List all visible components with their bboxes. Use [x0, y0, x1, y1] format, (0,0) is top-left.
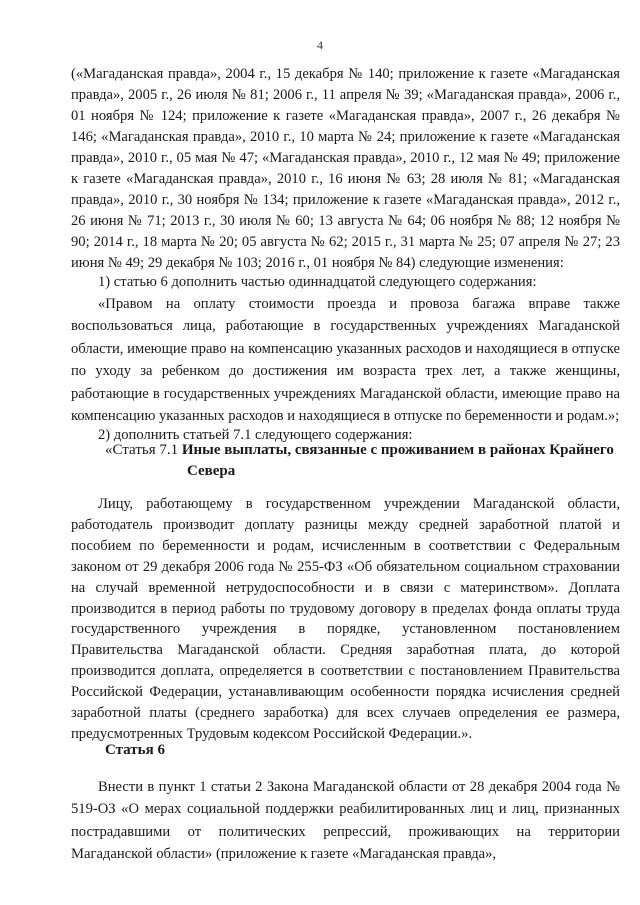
intro-text: («Магаданская правда», 2004 г., 15 декабря № 140; приложение к газете «Магаданская правда», 2005 г., 26 июля № 81; 2006 г., 11 апреля № 39; «Магаданская правда», 2006 г., 01 ноября № 124; приложение к газете «Магаданская правда», 2007 г., 26 декабря № 146; «Магаданская правда», 2010 г., 10 марта № 24; приложение к газете «Магаданская правда», 2010 г., 05 мая № 47; «Магаданская правда», 2010 г., 12 мая № 49; приложение к газете «Магаданская правда», 2010 г., 16 июня № 63; 28 июля № 81; «Магаданская правда», 2010 г., 30 ноября № 134; приложение к газете «Магаданская правда», 2012 г., 26 июня № 71; 2013 г., 30 июля № 60; 13 августа № 64; 06 ноября № 88; 12 ноября № 90; 2014 г., 18 марта № 20; 05 августа № 62; 2015 г., 31 марта № 25; 07 апреля № 27; 23 июня № 49; 29 декабря № 103; 2016 г., 01 ноября № 84) следующие изменения:: [71, 66, 620, 271]
item-1-quote: «Правом на оплату стоимости проезда и провоза багажа вправе также воспользоваться лица, работающие в государственных учреждениях Магаданской области, имеющие право на компенсацию указанных расходов и находящиеся в отпуске по уходу за ребенком до достижения им возраста трех лет, а также женщины, работающие в государственных учреждениях Магаданской области, имеющие право на компенсацию указанных расходов и находящиеся в отпуске по беременности и родам.»;: [71, 296, 620, 425]
article-7-1-body: Лицу, работающему в государственном учреждении Магаданской области, работодатель производит доплату разницы между средней заработной платой и пособием по беременности и родам, исчисленным в соответствии с Федеральным законом от 29 декабря 2006 года № 255-ФЗ «Об обязательном социальном страховании на случай временной нетрудоспособности и в связи с материнством». Доплата производится в период работы по трудовому договору в пределах фонда оплаты труда государственного учреждения в порядке, установленном постановлением Правительства Магаданской области. Средняя заработная плата, до которой производится доплата, определяется в соответствии с постановлением Правительства Российской Федерации, устанавливающим особенности порядка исчисления средней заработной платы (среднего заработка) для всех случаев определения ее размера, предусмотренных Трудовым кодексом Российской Федерации.».: [71, 496, 620, 742]
article-7-1-body-block: [71, 494, 620, 745]
item-1-title: 1) статью 6 дополнить частью одиннадцатой следующего содержания:: [98, 274, 537, 290]
item-1: [71, 272, 620, 293]
article-7-1-heading: [105, 440, 614, 482]
item-2-title: 2) дополнить статьей 7.1 следующего содержания:: [98, 427, 413, 443]
page-number: 4: [317, 38, 323, 52]
article-6-heading: Статья 6: [105, 742, 165, 758]
article-6-body: Внести в пункт 1 статьи 2 Закона Магаданской области от 28 декабря 2004 года № 519-ОЗ «О мерах социальной поддержки реабилитированных лиц и лиц, признанных пострадавшими от политических репрессий, проживающих на территории Магаданской области» (приложение к газете «Магаданская правда»,: [71, 779, 620, 863]
item-1-quote-block: [71, 293, 620, 427]
article-7-1-title-line1: Иные выплаты, связанные с проживанием в районах Крайнего: [181, 442, 614, 458]
article-6-body-block: [71, 776, 620, 866]
article-7-1-lead: «Статья 7.1: [105, 442, 179, 458]
intro-paragraph: [71, 64, 620, 274]
article-7-1-title-line2: Севера: [187, 463, 236, 479]
